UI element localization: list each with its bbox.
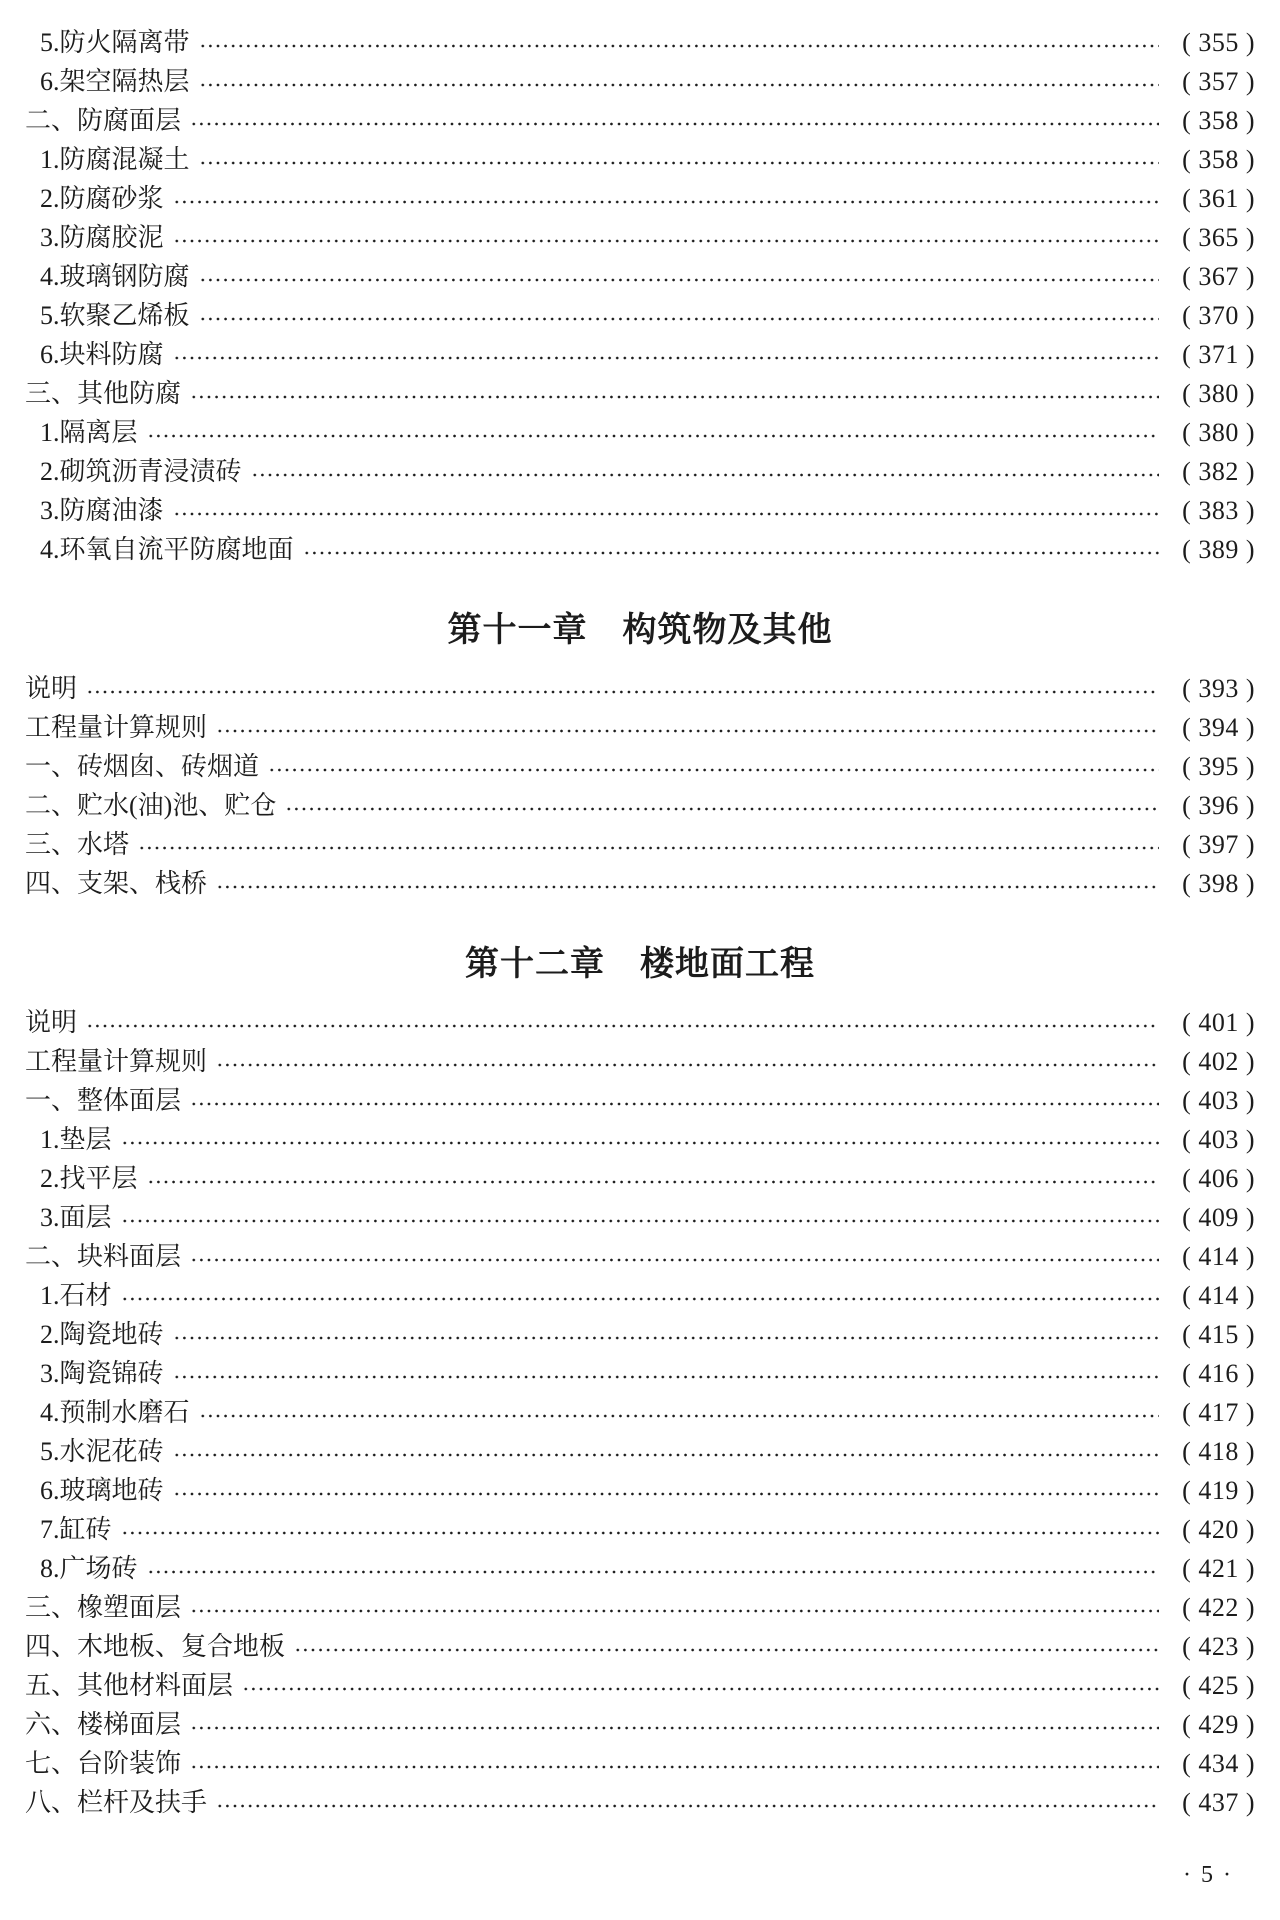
page-footer-number: · 5 · bbox=[1183, 1862, 1233, 1888]
toc-row bbox=[25, 786, 1255, 825]
toc-entry-page: ( 361 ) bbox=[1182, 184, 1255, 213]
dot-leader bbox=[216, 1061, 1159, 1069]
toc-entry-label: 7.缸砖 bbox=[40, 1515, 112, 1544]
toc-entry-label: 6.架空隔热层 bbox=[40, 67, 190, 96]
toc-entry-label: 4.玻璃钢防腐 bbox=[40, 262, 190, 291]
toc-row bbox=[25, 1276, 1255, 1315]
toc-entry-page: ( 357 ) bbox=[1182, 67, 1255, 96]
dot-leader bbox=[285, 805, 1159, 813]
dot-leader bbox=[121, 1529, 1159, 1537]
dot-leader bbox=[216, 727, 1159, 735]
toc-row bbox=[25, 413, 1255, 452]
toc-row bbox=[25, 1354, 1255, 1393]
toc-entry-label: 2.砌筑沥青浸渍砖 bbox=[40, 457, 242, 486]
dot-leader bbox=[121, 1139, 1159, 1147]
toc-row bbox=[25, 1081, 1255, 1120]
toc-row bbox=[25, 101, 1255, 140]
toc-entry-page: ( 416 ) bbox=[1182, 1359, 1255, 1388]
toc-entry-page: ( 371 ) bbox=[1182, 340, 1255, 369]
toc-entry-label: 1.防腐混凝土 bbox=[40, 145, 190, 174]
toc-entry-page: ( 419 ) bbox=[1182, 1476, 1255, 1505]
dot-leader bbox=[216, 1802, 1159, 1810]
toc-entry-label: 1.垫层 bbox=[40, 1125, 112, 1154]
dot-leader bbox=[303, 549, 1159, 557]
toc-entry-page: ( 421 ) bbox=[1182, 1554, 1255, 1583]
dot-leader bbox=[173, 1373, 1159, 1381]
toc-row bbox=[25, 708, 1255, 747]
toc-row bbox=[25, 452, 1255, 491]
toc-row bbox=[25, 1120, 1255, 1159]
toc-entry-page: ( 358 ) bbox=[1182, 145, 1255, 174]
toc-row bbox=[25, 747, 1255, 786]
chapter-heading: 第十二章 楼地面工程 bbox=[465, 945, 815, 983]
toc-entry-label: 1.石材 bbox=[40, 1281, 112, 1310]
toc-entry-label: 二、防腐面层 bbox=[25, 106, 182, 135]
toc-entry-page: ( 380 ) bbox=[1182, 379, 1255, 408]
toc-entry-page: ( 389 ) bbox=[1182, 535, 1255, 564]
toc-entry-page: ( 403 ) bbox=[1182, 1086, 1255, 1115]
toc-row bbox=[25, 1744, 1255, 1783]
dot-leader bbox=[199, 276, 1159, 284]
chapter-heading: 第十一章 构筑物及其他 bbox=[447, 611, 833, 649]
toc-entry-page: ( 425 ) bbox=[1182, 1671, 1255, 1700]
toc-entry-page: ( 358 ) bbox=[1182, 106, 1255, 135]
toc-row bbox=[25, 140, 1255, 179]
toc-entry-page: ( 415 ) bbox=[1182, 1320, 1255, 1349]
dot-leader bbox=[190, 393, 1159, 401]
dot-leader bbox=[173, 1334, 1159, 1342]
toc-entry-page: ( 398 ) bbox=[1182, 869, 1255, 898]
dot-leader bbox=[199, 81, 1159, 89]
dot-leader bbox=[173, 237, 1159, 245]
toc-row bbox=[25, 1042, 1255, 1081]
toc-entry-label: 四、支架、栈桥 bbox=[25, 869, 208, 898]
toc-entry-page: ( 382 ) bbox=[1182, 457, 1255, 486]
toc-entry-page: ( 429 ) bbox=[1182, 1710, 1255, 1739]
toc-entry-label: 六、楼梯面层 bbox=[25, 1710, 182, 1739]
toc-row bbox=[25, 1159, 1255, 1198]
toc-row bbox=[25, 669, 1255, 708]
toc-row bbox=[25, 530, 1255, 569]
toc-row bbox=[25, 257, 1255, 296]
toc-row bbox=[25, 218, 1255, 257]
toc-row bbox=[25, 864, 1255, 903]
toc-entry-page: ( 434 ) bbox=[1182, 1749, 1255, 1778]
toc-row bbox=[25, 1432, 1255, 1471]
dot-leader bbox=[173, 1490, 1159, 1498]
toc-row bbox=[25, 23, 1255, 62]
toc-entry-label: 三、其他防腐 bbox=[25, 379, 182, 408]
dot-leader bbox=[294, 1646, 1159, 1654]
dot-leader bbox=[199, 1412, 1159, 1420]
dot-leader bbox=[173, 1451, 1159, 1459]
toc-entry-label: 3.陶瓷锦砖 bbox=[40, 1359, 164, 1388]
toc-row bbox=[25, 825, 1255, 864]
toc-entry-label: 七、台阶装饰 bbox=[25, 1749, 182, 1778]
toc-row bbox=[25, 335, 1255, 374]
dot-leader bbox=[199, 159, 1159, 167]
toc-list bbox=[25, 23, 1255, 1822]
toc-row bbox=[25, 62, 1255, 101]
toc-entry-page: ( 402 ) bbox=[1182, 1047, 1255, 1076]
toc-entry-page: ( 393 ) bbox=[1182, 674, 1255, 703]
toc-entry-label: 工程量计算规则 bbox=[25, 713, 208, 742]
toc-entry-label: 6.块料防腐 bbox=[40, 340, 164, 369]
toc-row bbox=[25, 1471, 1255, 1510]
toc-entry-page: ( 409 ) bbox=[1182, 1203, 1255, 1232]
toc-entry-label: 3.防腐胶泥 bbox=[40, 223, 164, 252]
toc-entry-label: 说明 bbox=[25, 674, 78, 703]
toc-entry-page: ( 355 ) bbox=[1182, 28, 1255, 57]
toc-entry-page: ( 418 ) bbox=[1182, 1437, 1255, 1466]
dot-leader bbox=[190, 1724, 1159, 1732]
dot-leader bbox=[86, 1022, 1159, 1030]
toc-row bbox=[25, 1315, 1255, 1354]
toc-entry-label: 2.防腐砂浆 bbox=[40, 184, 164, 213]
toc-entry-page: ( 437 ) bbox=[1182, 1788, 1255, 1817]
dot-leader bbox=[268, 766, 1159, 774]
dot-leader bbox=[138, 844, 1159, 852]
toc-entry-label: 3.防腐油漆 bbox=[40, 496, 164, 525]
toc-row bbox=[25, 1588, 1255, 1627]
toc-entry-label: 一、整体面层 bbox=[25, 1086, 182, 1115]
dot-leader bbox=[190, 120, 1159, 128]
dot-leader bbox=[173, 510, 1159, 518]
toc-entry-page: ( 422 ) bbox=[1182, 1593, 1255, 1622]
toc-row bbox=[25, 1003, 1255, 1042]
toc-entry-label: 五、其他材料面层 bbox=[25, 1671, 234, 1700]
toc-entry-label: 4.预制水磨石 bbox=[40, 1398, 190, 1427]
toc-entry-page: ( 365 ) bbox=[1182, 223, 1255, 252]
toc-entry-label: 二、块料面层 bbox=[25, 1242, 182, 1271]
dot-leader bbox=[190, 1100, 1159, 1108]
toc-entry-page: ( 380 ) bbox=[1182, 418, 1255, 447]
dot-leader bbox=[242, 1685, 1159, 1693]
dot-leader bbox=[190, 1607, 1159, 1615]
toc-row bbox=[25, 1237, 1255, 1276]
toc-row bbox=[25, 374, 1255, 413]
toc-entry-label: 8.广场砖 bbox=[40, 1554, 138, 1583]
toc-entry-page: ( 417 ) bbox=[1182, 1398, 1255, 1427]
toc-entry-label: 3.面层 bbox=[40, 1203, 112, 1232]
toc-entry-label: 说明 bbox=[25, 1008, 78, 1037]
toc-row bbox=[25, 1627, 1255, 1666]
toc-entry-label: 一、砖烟囱、砖烟道 bbox=[25, 752, 260, 781]
toc-section bbox=[25, 1003, 1255, 1822]
toc-entry-label: 5.水泥花砖 bbox=[40, 1437, 164, 1466]
dot-leader bbox=[147, 1568, 1159, 1576]
dot-leader bbox=[216, 883, 1159, 891]
toc-row bbox=[25, 1783, 1255, 1822]
toc-entry-label: 工程量计算规则 bbox=[25, 1047, 208, 1076]
toc-entry-page: ( 414 ) bbox=[1182, 1281, 1255, 1310]
toc-section bbox=[25, 23, 1255, 569]
dot-leader bbox=[121, 1217, 1159, 1225]
dot-leader bbox=[86, 688, 1159, 696]
dot-leader bbox=[190, 1256, 1159, 1264]
toc-entry-label: 四、木地板、复合地板 bbox=[25, 1632, 286, 1661]
toc-entry-page: ( 414 ) bbox=[1182, 1242, 1255, 1271]
toc-entry-page: ( 383 ) bbox=[1182, 496, 1255, 525]
toc-entry-page: ( 406 ) bbox=[1182, 1164, 1255, 1193]
toc-entry-page: ( 395 ) bbox=[1182, 752, 1255, 781]
toc-entry-label: 2.陶瓷地砖 bbox=[40, 1320, 164, 1349]
toc-entry-page: ( 423 ) bbox=[1182, 1632, 1255, 1661]
toc-entry-page: ( 394 ) bbox=[1182, 713, 1255, 742]
dot-leader bbox=[251, 471, 1159, 479]
toc-section bbox=[25, 669, 1255, 903]
toc-entry-label: 1.隔离层 bbox=[40, 418, 138, 447]
dot-leader bbox=[147, 432, 1159, 440]
toc-row bbox=[25, 1705, 1255, 1744]
toc-entry-page: ( 396 ) bbox=[1182, 791, 1255, 820]
toc-entry-label: 4.环氧自流平防腐地面 bbox=[40, 535, 294, 564]
toc-entry-label: 八、栏杆及扶手 bbox=[25, 1788, 208, 1817]
toc-entry-page: ( 420 ) bbox=[1182, 1515, 1255, 1544]
toc-row bbox=[25, 1549, 1255, 1588]
dot-leader bbox=[199, 42, 1159, 50]
toc-row bbox=[25, 1393, 1255, 1432]
toc-row bbox=[25, 296, 1255, 335]
dot-leader bbox=[147, 1178, 1159, 1186]
toc-row bbox=[25, 1666, 1255, 1705]
toc-row bbox=[25, 491, 1255, 530]
toc-entry-label: 5.软聚乙烯板 bbox=[40, 301, 190, 330]
toc-entry-page: ( 397 ) bbox=[1182, 830, 1255, 859]
toc-entry-label: 5.防火隔离带 bbox=[40, 28, 190, 57]
dot-leader bbox=[121, 1295, 1159, 1303]
toc-entry-label: 6.玻璃地砖 bbox=[40, 1476, 164, 1505]
toc-row bbox=[25, 179, 1255, 218]
toc-row bbox=[25, 1510, 1255, 1549]
dot-leader bbox=[173, 198, 1159, 206]
toc-entry-label: 2.找平层 bbox=[40, 1164, 138, 1193]
toc-entry-label: 二、贮水(油)池、贮仓 bbox=[25, 791, 277, 820]
toc-entry-page: ( 403 ) bbox=[1182, 1125, 1255, 1154]
toc-row bbox=[25, 1198, 1255, 1237]
toc-entry-page: ( 370 ) bbox=[1182, 301, 1255, 330]
dot-leader bbox=[190, 1763, 1159, 1771]
dot-leader bbox=[173, 354, 1159, 362]
toc-entry-page: ( 401 ) bbox=[1182, 1008, 1255, 1037]
toc-entry-label: 三、橡塑面层 bbox=[25, 1593, 182, 1622]
toc-entry-page: ( 367 ) bbox=[1182, 262, 1255, 291]
toc-entry-label: 三、水塔 bbox=[25, 830, 130, 859]
dot-leader bbox=[199, 315, 1159, 323]
